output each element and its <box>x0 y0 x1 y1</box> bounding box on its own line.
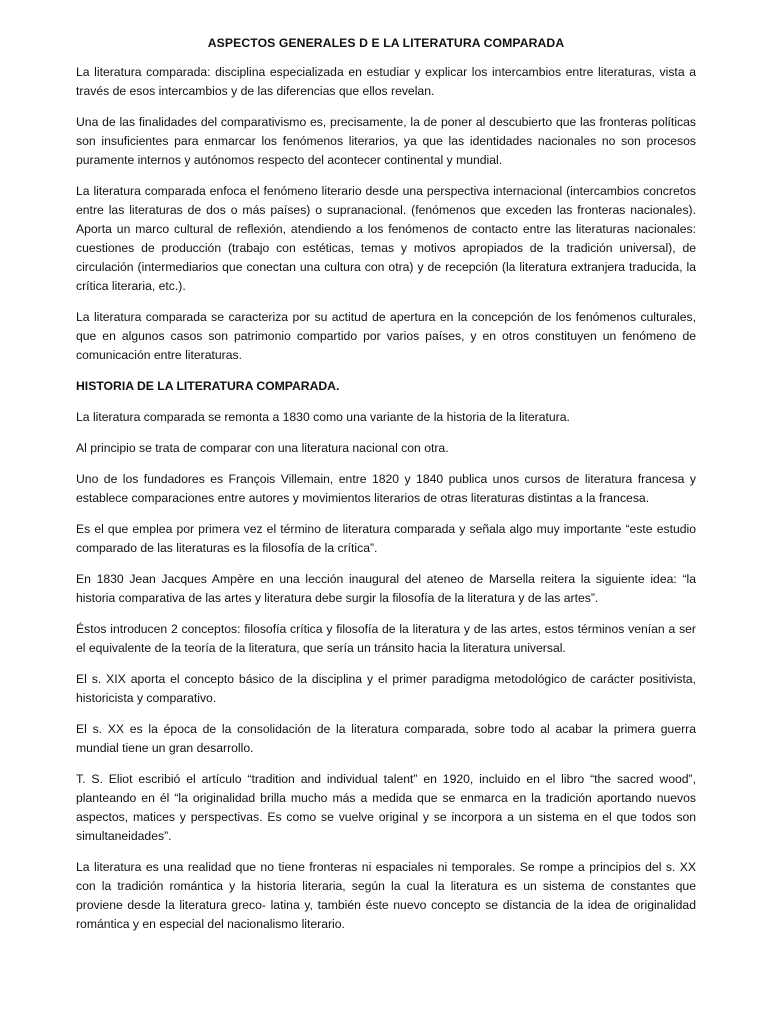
paragraph-enfoque: La literatura comparada enfoca el fenómeno literario desde una perspectiva internacional (intercambios concretos entre las literaturas de dos o más países) o supranacional. (fenómenos que exceden las fronteras nacionales). Aporta un marco cultural de reflexión, atendiendo a los fenómenos de contacto entre las literaturas nacionales: cuestiones de producción (trabajo con estéticas, temas y motivos apropiados de la tradición universal), de circulación (intermediarios que conectan una cultura con otra) y de recepción (la literatura extranjera traducida, la crítica literaria, etc.). <box>76 184 696 293</box>
paragraph-finalidades: Una de las finalidades del comparativismo es, precisamente, la de poner al descubierto que las fronteras políticas son insuficientes para enmarcar los fenómenos literarios, ya que las identidades nacionales no son procesos puramente internos y autónomos respecto del acontecer continental y mundial. <box>76 115 696 167</box>
paragraph-villemain: Uno de los fundadores es François Villemain, entre 1820 y 1840 publica unos cursos de literatura francesa y establece comparaciones entre autores y movimientos literarios de otras literaturas distintas a la francesa. <box>76 472 696 505</box>
paragraph-ampere: En 1830 Jean Jacques Ampère en una lección inaugural del ateneo de Marsella reitera la siguiente idea: “la historia comparativa de las artes y literatura debe surgir la filosofía de la literatura y de las artes”. <box>76 572 696 605</box>
document-title: ASPECTOS GENERALES D E LA LITERATURA COMPARADA <box>207 36 565 50</box>
paragraph-eliot: T. S. Eliot escribió el artículo “tradition and individual talent” en 1920, incluido en el libro “the sacred wood”, planteando en él “la originalidad brilla mucho más a medida que se enmarca en la tradición aportando nuevos aspectos, matices y perspectivas. Es como se vuelve original y se incorpora a un sistema en el que todos son simultaneidades”. <box>76 772 696 843</box>
paragraph-apertura: La literatura comparada se caracteriza por su actitud de apertura en la concepción de los fenómenos culturales, que en algunos casos son patrimonio compartido por varios países, y en otros constituyen un fenómeno de comunicación entre literaturas. <box>76 310 696 362</box>
paragraph-siglo-xx: El s. XX es la época de la consolidación de la literatura comparada, sobre todo al acabar la primera guerra mundial tiene un gran desarrollo. <box>76 722 696 755</box>
paragraph-conceptos: Éstos introducen 2 conceptos: filosofía crítica y filosofía de la literatura y de las artes, estos términos venían a ser el equivalente de la teoría de la literatura, que sería un tránsito hacia la literatura universal. <box>76 622 696 655</box>
paragraph-definition: La literatura comparada: disciplina especializada en estudiar y explicar los intercambios entre literaturas, vista a través de esos intercambios y de las diferencias que ellos revelan. <box>76 65 696 98</box>
section-heading-historia: HISTORIA DE LA LITERATURA COMPARADA. <box>76 379 340 393</box>
paragraph-termino: Es el que emplea por primera vez el término de literatura comparada y señala algo muy importante “este estudio comparado de las literaturas es la filosofía de la crítica”. <box>76 522 696 555</box>
paragraph-1830: La literatura comparada se remonta a 1830 como una variante de la historia de la literatura. <box>76 410 570 424</box>
paragraph-principio: Al principio se trata de comparar con una literatura nacional con otra. <box>76 441 449 455</box>
paragraph-fronteras: La literatura es una realidad que no tiene fronteras ni espaciales ni temporales. Se rompe a principios del s. XX con la tradición romántica y la historia literaria, según la cual la literatura es un sistema de constantes que proviene desde la literatura greco- latina y, también éste nuevo concepto se distancia de la idea de originalidad romántica y en especial del nacionalismo literario. <box>76 860 696 931</box>
paragraph-siglo-xix: El s. XIX aporta el concepto básico de la disciplina y el primer paradigma metodológico de carácter positivista, historicista y comparativo. <box>76 672 696 705</box>
